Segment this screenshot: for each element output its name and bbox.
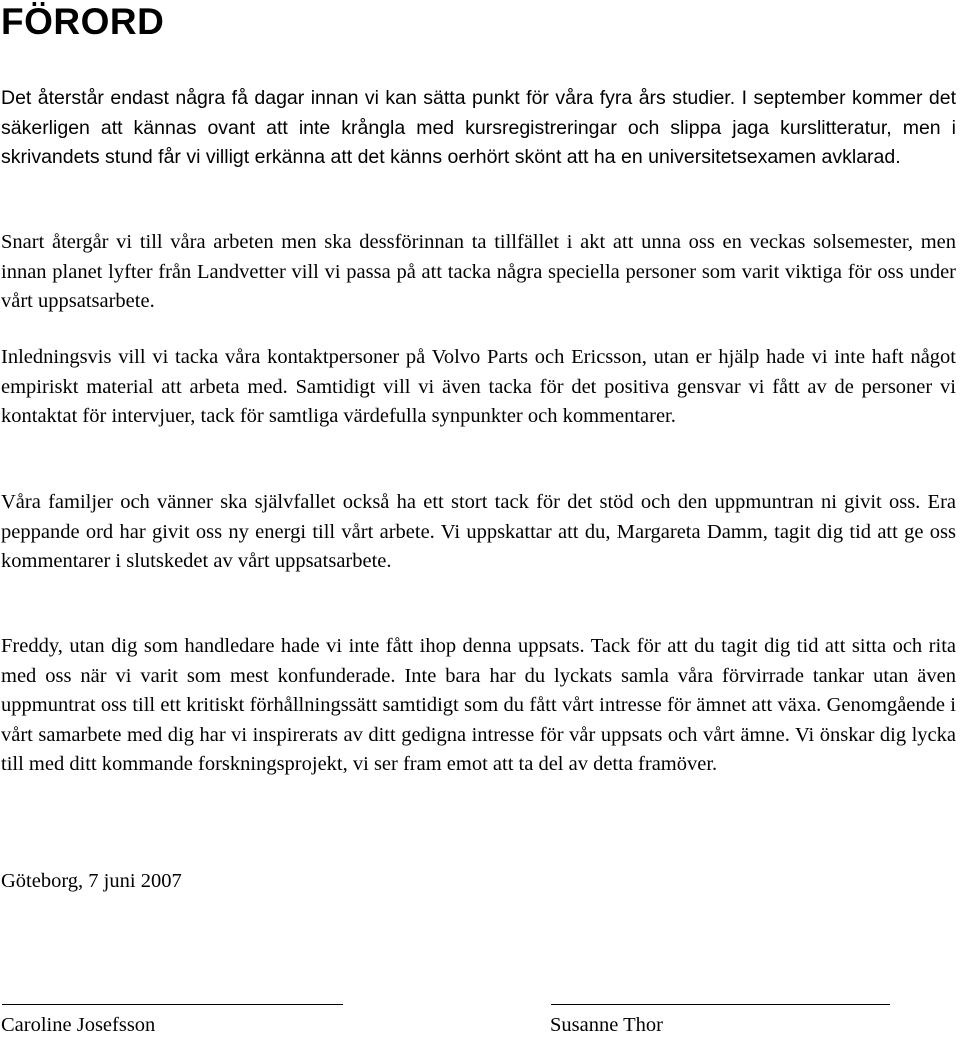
signature-line-left	[2, 1004, 343, 1005]
page-title: FÖRORD	[1, 1, 165, 42]
dateline: Göteborg, 7 juni 2007	[1, 870, 182, 892]
paragraph-contacts: Inledningsvis vill vi tacka våra kontaktpersoner på Volvo Parts och Ericsson, utan er hjälp hade vi inte haft något empiriskt material att arbeta med. Samtidigt vill vi även tacka för det positiva gensvar vi fått av de personer vi kontaktat för intervjuer, tack för samtliga värdefulla synpunkter och kommentarer.	[1, 346, 956, 427]
signature-name-left: Caroline Josefsson	[1, 1014, 156, 1036]
paragraph-family: Våra familjer och vänner ska självfallet också ha ett stort tack för det stöd och den uppmuntran ni givit oss. Era peppande ord har givit oss ny energi till vårt arbete. Vi uppskattar att du, Margareta Damm, tagit dig tid att ge oss kommentarer i slutskedet av vårt uppsatsarbete.	[1, 491, 956, 572]
paragraph-intro: Det återstår endast några få dagar innan vi kan sätta punkt för våra fyra års studier. I september kommer det säkerligen att kännas ovant att inte krångla med kursregistreringar och slippa jaga kurslitteratur, men i skrivandets stund får vi villigt erkänna att det känns oerhört skönt att ha en universitetsexamen avklarad.	[1, 87, 956, 168]
paragraph-supervisor: Freddy, utan dig som handledare hade vi inte fått ihop denna uppsats. Tack för att du tagit dig tid att sitta och rita med oss när vi varit som mest konfunderade. Inte bara har du lyckats samla våra förvirrade tankar utan även uppmuntrat oss till ett kritiskt förhållningssätt samtidigt som du fått vårt intresse för ämnet att växa. Genomgående i vårt samarbete med dig har vi inspirerats av ditt gedigna intresse för vår uppsats och vårt ämne. Vi önskar dig lycka till med ditt kommande forskningsprojekt, vi ser fram emot att ta del av detta framöver.	[1, 635, 956, 775]
signature-name-right: Susanne Thor	[550, 1014, 663, 1036]
signature-line-right	[551, 1004, 890, 1005]
paragraph-vacation: Snart återgår vi till våra arbeten men ska dessförinnan ta tillfället i akt att unna oss en veckas solsemester, men innan planet lyfter från Landvetter vill vi passa på att tacka några speciella personer som varit viktiga för oss under vårt uppsatsarbete.	[1, 231, 956, 312]
